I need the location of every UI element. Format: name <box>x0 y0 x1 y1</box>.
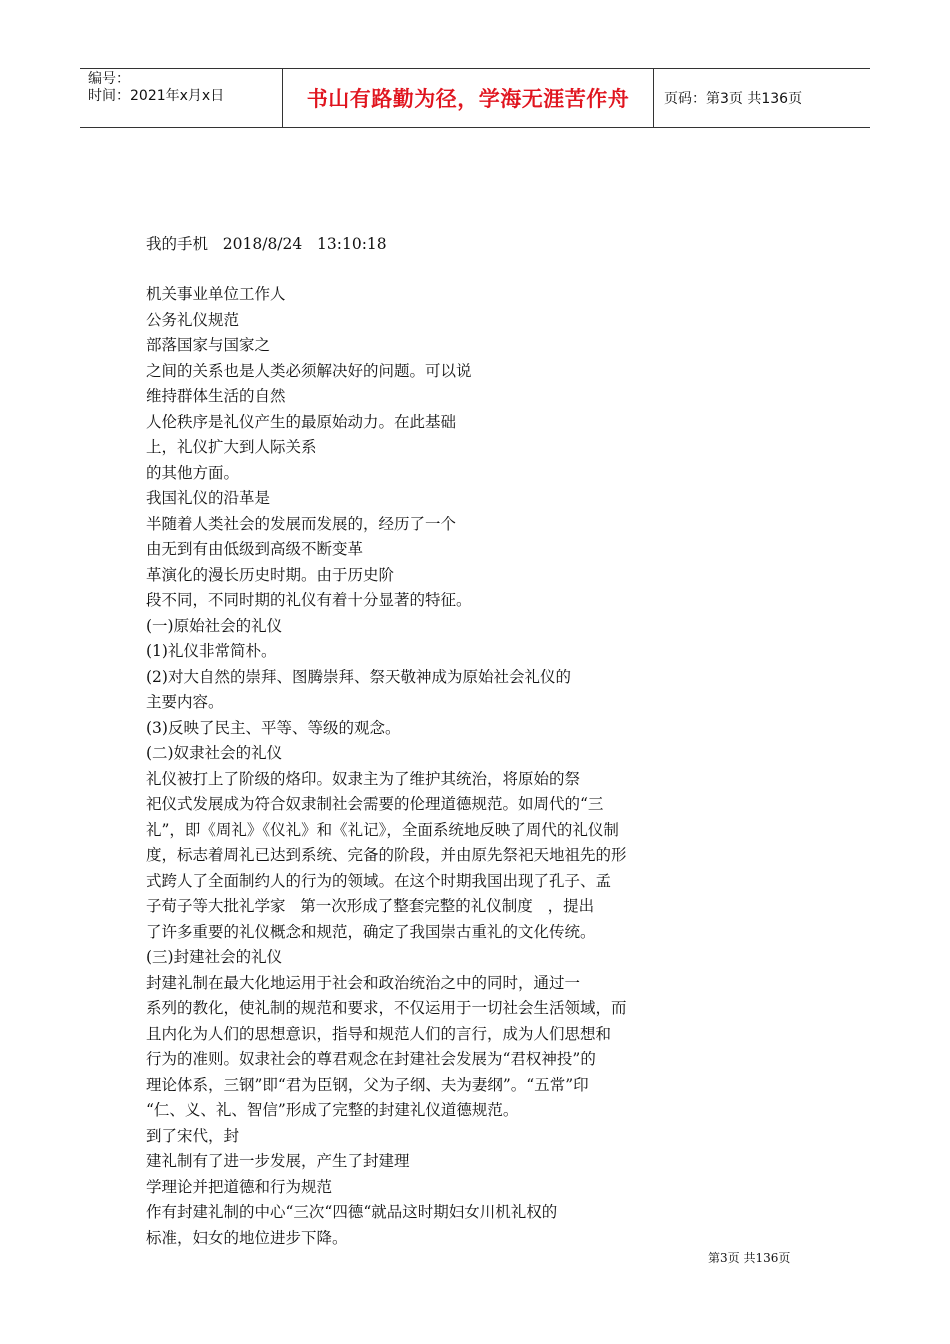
body-line: 革演化的漫长历史时期。由于历史阶 <box>146 565 395 584</box>
body-line: 祀仪式发展成为符合奴隶制社会需要的伦理道德规范。如周代的“三 <box>146 795 604 813</box>
header-motto: 书山有路勤为径，学海无涯苦作舟 <box>282 69 654 127</box>
document-time-label: 时间：2021年x月x日 <box>88 88 225 104</box>
body-line: (1)礼仪非常简朴。 <box>146 642 277 660</box>
body-line: 之间的关系也是人类必须解决好的问题。可以说 <box>146 361 472 380</box>
body-line: 主要内容。 <box>146 693 224 711</box>
body-line: 段不同，不同时期的礼仪有着十分显著的特征。 <box>146 591 472 609</box>
body-line: 封建礼制在最大化地运用于社会和政治统治之中的同时，通过一 <box>146 973 581 992</box>
body-line: 学理论并把道德和行为规范 <box>146 1177 333 1196</box>
body-line: (二)奴隶社会的礼仪 <box>146 744 283 762</box>
page-footer: 第3页 共136页 <box>708 1251 791 1265</box>
body-line: 子荀子等大批礼学家 第一次形成了整套完整的礼仪制度 ，提出 <box>146 897 595 915</box>
body-line: (3)反映了民主、平等、等级的观念。 <box>146 718 401 737</box>
body-line: 人伦秩序是礼仪产生的最原始动力。在此基础 <box>146 412 457 431</box>
body-line: “仁、义、礼、智信”形成了完整的封建礼仪道德规范。 <box>146 1101 519 1119</box>
body-line: 标准，妇女的地位进步下降。 <box>146 1228 348 1247</box>
body-line: 公务礼仪规范 <box>146 310 240 329</box>
body-line: 半随着人类社会的发展而发展的，经历了一个 <box>146 514 457 533</box>
document-number-label: 编号： <box>88 71 130 87</box>
body-line: 礼仪被打上了阶级的烙印。奴隶主为了维护其统治，将原始的祭 <box>146 769 581 788</box>
body-line: 维持群体生活的自然 <box>146 387 286 405</box>
header-page-info <box>654 69 870 127</box>
body-line: 度，标志着周礼已达到系统、完备的阶段，并由原先祭祀天地祖先的形 <box>146 846 627 864</box>
body-line: 上，礼仪扩大到人际关系 <box>146 438 317 456</box>
document-body <box>146 282 786 1251</box>
header-page-label: 页码：第3页 共136页 <box>664 91 803 107</box>
page-header <box>80 68 870 128</box>
body-line: 部落国家与国家之 <box>146 336 271 354</box>
body-line: (一)原始社会的礼仪 <box>146 616 283 635</box>
body-line: 礼”，即《周礼》《仪礼》和《礼记》，全面系统地反映了周代的礼仪制 <box>146 820 619 839</box>
body-line: 到了宋代，封 <box>146 1126 240 1145</box>
body-line: 机关事业单位工作人 <box>146 285 286 303</box>
message-meta-line: 我的手机 2018/8/24 13:10:18 <box>146 235 387 253</box>
body-line: 了许多重要的礼仪概念和规范，确定了我国崇古重礼的文化传统。 <box>146 922 596 941</box>
body-line: 由无到有由低级到高级不断变革 <box>146 540 364 558</box>
body-line: 建礼制有了进一步发展，产生了封建理 <box>146 1152 410 1170</box>
body-line: 作有封建礼制的中心“三次“四德“就品这时期妇女川机礼权的 <box>146 1203 558 1221</box>
body-line: 我国礼仪的沿革是 <box>146 489 271 507</box>
body-line: (2)对大自然的崇拜、图腾崇拜、祭天敬神成为原始社会礼仪的 <box>146 667 571 686</box>
body-line: (三)封建社会的礼仪 <box>146 948 283 966</box>
body-line: 式跨人了全面制约人的行为的领域。在这个时期我国出现了孔子、孟 <box>146 871 612 890</box>
body-line: 系列的教化，使礼制的规范和要求，不仅运用于一切社会生活领域，而 <box>146 999 627 1017</box>
body-line: 行为的准则。奴隶社会的尊君观念在封建社会发展为“君权神投”的 <box>146 1050 596 1068</box>
body-line: 理论体系，三钢”即“君为臣钢，父为子纲、夫为妻纲”。“五常”印 <box>146 1075 589 1094</box>
header-info <box>80 69 282 127</box>
body-line: 且内化为人们的思想意识，指导和规范人们的言行，成为人们思想和 <box>146 1024 612 1043</box>
body-line: 的其他方面。 <box>146 463 240 482</box>
